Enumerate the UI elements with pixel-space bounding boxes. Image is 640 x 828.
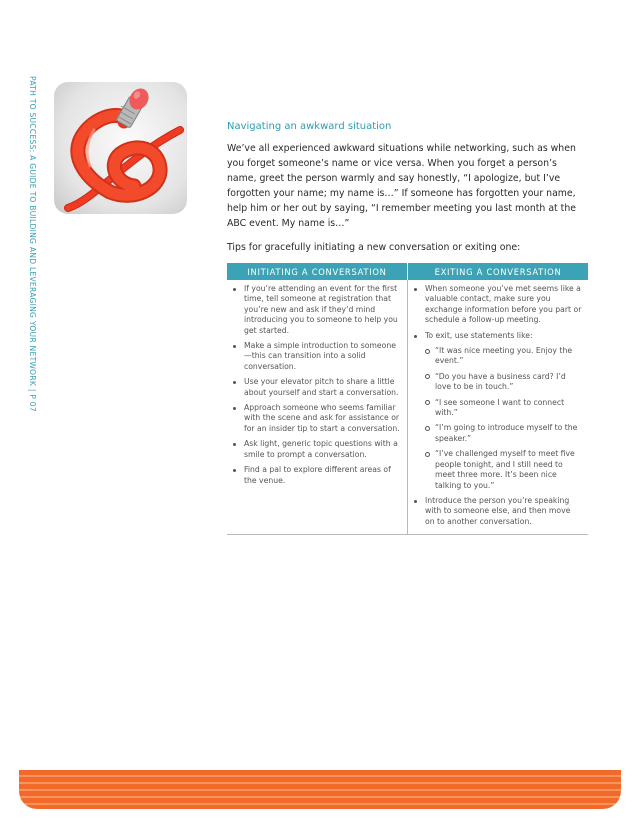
- list-item: Find a pal to explore different areas of the venue.: [244, 465, 401, 486]
- pencil-photo: [54, 82, 187, 214]
- statements-intro: To exit, use statements like:: [425, 330, 533, 340]
- initiating-list: [227, 284, 407, 486]
- conversation-tips-table: [227, 263, 588, 535]
- initiating-cell: [227, 280, 408, 535]
- statements-list: [425, 346, 582, 491]
- list-item: Ask light, generic topic questions with a smile to prompt a conversation.: [244, 439, 401, 460]
- statement-item: “I’m going to introduce myself to the speaker.”: [435, 423, 582, 444]
- column-header-initiating: INITIATING A CONVERSATION: [227, 263, 408, 280]
- tips-intro: Tips for gracefully initiating a new conversation or exiting one:: [227, 242, 521, 253]
- column-header-exiting: EXITING A CONVERSATION: [408, 263, 589, 280]
- list-item: Use your elevator pitch to share a little about yourself and start a conversation.: [244, 377, 401, 398]
- footer-stripe-band: [19, 770, 621, 809]
- section-heading: Navigating an awkward situation: [227, 121, 392, 132]
- main-content: [227, 120, 587, 535]
- pencil-knot-icon: [54, 82, 187, 214]
- statement-item: “I’ve challenged myself to meet five people tonight, and I still need to meet three more. It’s been nice talking to you.”: [435, 449, 582, 491]
- intro-paragraph: We’ve all experienced awkward situations while networking, such as when you forget someone’s name or vice versa. When you forget a person’s name, greet the person warmly and say honestly, “I apologize, but I’ve forgotten your name; my name is…” If someone has forgotten your name, help him or her out by saying, “I remember meeting you last month at the ABC event. My name is…”: [227, 143, 577, 229]
- running-header-vertical: PATH TO SUCCESS: A GUIDE TO BUILDING AND LEVERAGING YOUR NETWORK | P 07: [28, 76, 37, 412]
- list-item: If you’re attending an event for the first time, tell someone at registration that you’re new and ask if they’d mind introducing you to someone to help you get started.: [244, 284, 401, 336]
- list-item: Make a simple introduction to someone—this can transition into a solid conversation.: [244, 341, 401, 372]
- list-item: Introduce the person you’re speaking with to someone else, and then move on to another conversation.: [425, 496, 582, 527]
- statement-item: “Do you have a business card? I’d love to be in touch.”: [435, 372, 582, 393]
- list-item: When someone you’ve met seems like a valuable contact, make sure you exchange information before you part or schedule a follow-up meeting.: [425, 284, 582, 325]
- statement-item: “I see someone I want to connect with.”: [435, 398, 582, 419]
- statement-item: “It was nice meeting you. Enjoy the event.”: [435, 346, 582, 367]
- exiting-list: [408, 284, 588, 527]
- list-item-statements: [425, 331, 582, 491]
- exiting-cell: [408, 280, 589, 535]
- list-item: Approach someone who seems familiar with the scene and ask for assistance or for an insider tip to start a conversation.: [244, 403, 400, 433]
